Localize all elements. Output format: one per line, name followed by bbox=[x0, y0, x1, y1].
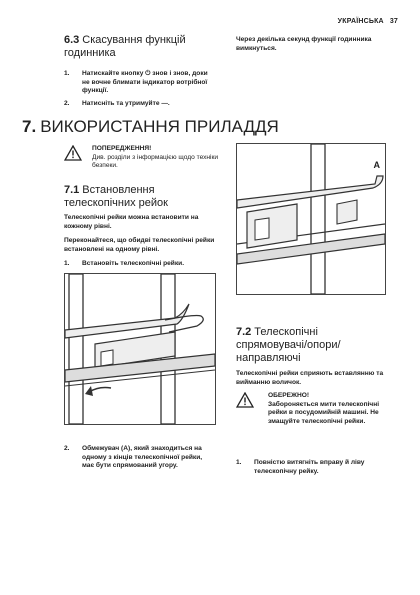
figure-rail-stop bbox=[236, 143, 386, 295]
s72-step1 bbox=[236, 459, 386, 476]
caution-title: ОБЕРЕЖНО! bbox=[268, 392, 310, 399]
list-item: 2. Обмежувач (A), який знаходиться на одному з кінців телескопічної рейки, має бути спрямований угору. bbox=[64, 445, 203, 470]
header-language: УКРАЇНСЬКА bbox=[337, 18, 384, 25]
section-number: 6.3 bbox=[64, 34, 80, 46]
chapter-number: 7. bbox=[22, 117, 37, 136]
caution-block bbox=[236, 392, 386, 426]
section-6-3-steps bbox=[64, 70, 214, 108]
list-item: 1. Повністю витягніть вправу й ліву телескопічну рейку. bbox=[236, 459, 365, 475]
list-item: 1. Натискайте кнопку ⏻ знов і знов, доки не вочне блимати індикатор вотрібної функції. bbox=[64, 70, 208, 95]
warning-icon bbox=[64, 145, 86, 171]
caution-text: Забороняється мити телескопічні рейки в посудомийній машині. Не змащуйте телескопічні рейки. bbox=[268, 400, 380, 425]
section-7-1-heading: 7.1 Встановлення телескопічних рейок bbox=[64, 184, 168, 209]
section-6-3-heading bbox=[64, 34, 214, 60]
figure-label-a: A bbox=[373, 160, 380, 170]
s71-step1 bbox=[64, 260, 216, 269]
warning-block bbox=[64, 145, 224, 171]
s71-step2 bbox=[64, 445, 216, 471]
list-item: 2. Натисніть та утримуйте —. bbox=[64, 99, 170, 107]
s72-para: Телескопічні рейки сприяють вставлянню та вийманню воличок. bbox=[236, 370, 384, 386]
clock-note: Через декілька секунд функції годинника вимкнуться. bbox=[236, 36, 372, 52]
s71-para1: Телескопічні рейки можна встановити на кожному рівні. bbox=[64, 214, 199, 230]
section-title: Скасування функцій годинника bbox=[64, 34, 186, 59]
page-header bbox=[338, 18, 398, 25]
chapter-title: ВИКОРИСТАННЯ ПРИЛАДДЯ bbox=[40, 117, 279, 136]
s71-para2: Переконайтеся, що обидві телескопічні рейки встановлені на одному рівні. bbox=[64, 237, 215, 253]
page-number: 37 bbox=[389, 18, 398, 25]
warning-text: Див. розділи з інформацією щодо техніки безпеки. bbox=[92, 153, 219, 170]
figure-rail-install bbox=[64, 273, 216, 425]
list-item: 1. Встановіть телескопічні рейки. bbox=[64, 260, 185, 267]
section-7-2-heading: 7.2 Телескопічні спрямовувачі/опори/направляючі bbox=[236, 326, 341, 364]
caution-icon bbox=[236, 392, 258, 426]
warning-title: ПОПЕРЕДЖЕННЯ! bbox=[92, 145, 152, 152]
chapter-heading bbox=[22, 117, 362, 137]
